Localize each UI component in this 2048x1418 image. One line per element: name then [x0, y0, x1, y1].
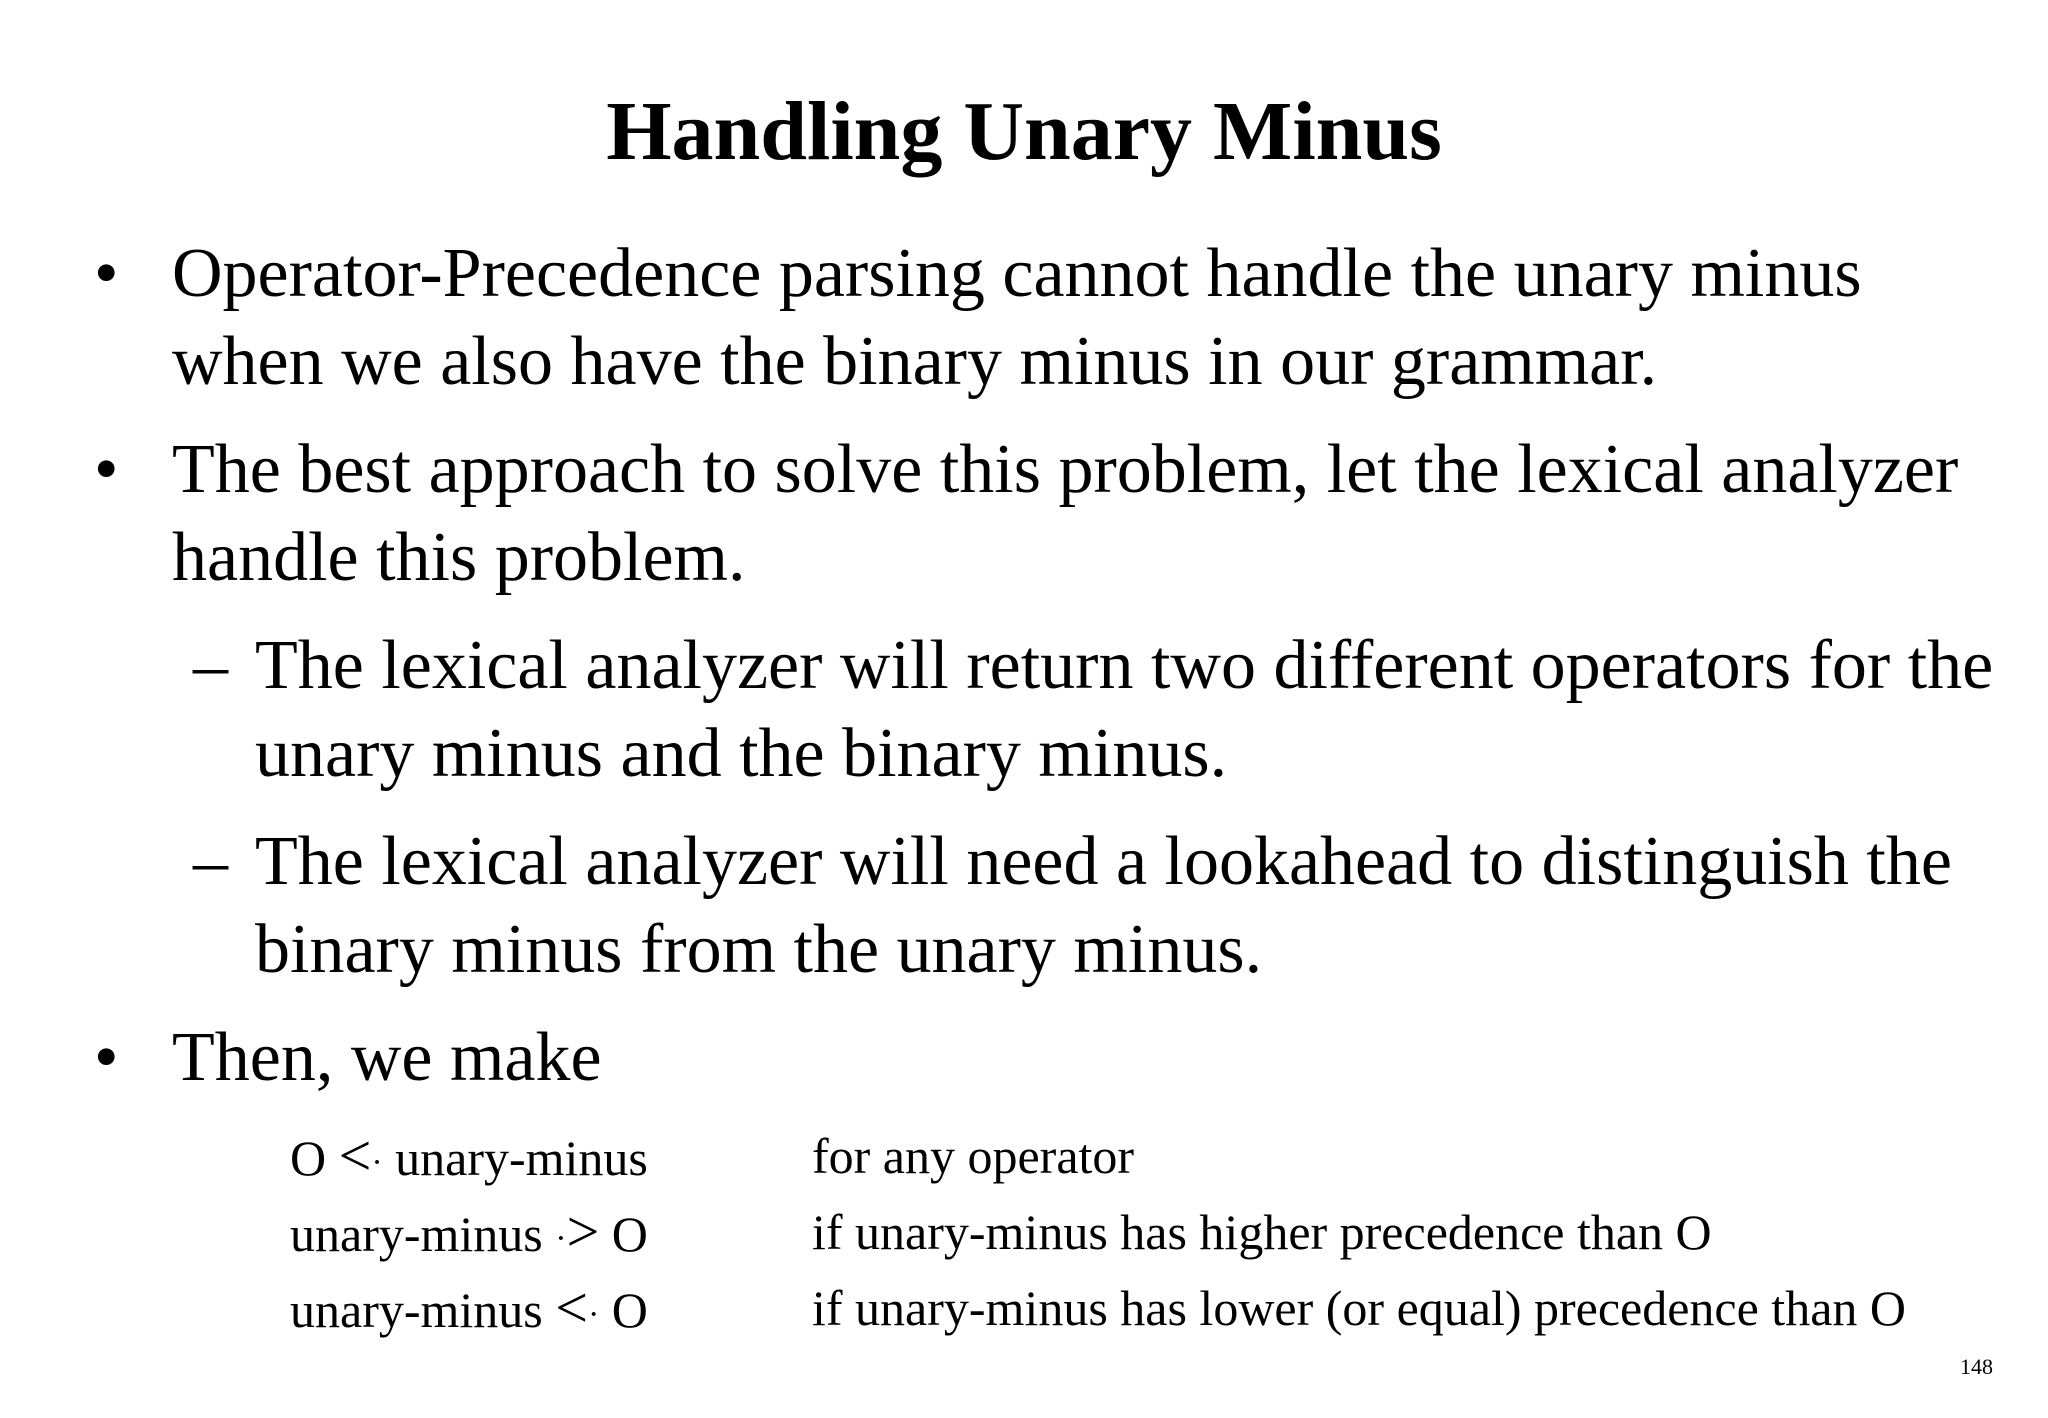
relation-row	[290, 1270, 2010, 1346]
sub-bullet-text: The lexical analyzer will need a lookahead to distinguish the binary minus from the unary minus.	[255, 823, 1952, 988]
precedence-dot: ·	[555, 1220, 567, 1257]
relation-right-operand: O	[599, 1206, 648, 1262]
page-number: 148	[1960, 1354, 1993, 1379]
bullet-marker: •	[94, 431, 119, 508]
bullet-text: Then, we make	[172, 1019, 602, 1096]
relation-description: if unary-minus has lower (or equal) precedence than O	[812, 1280, 1906, 1336]
bullet-marker: •	[94, 1019, 119, 1096]
relation-row	[290, 1194, 2010, 1270]
bullet-list	[0, 230, 2048, 1122]
precedence-dot: ·	[587, 1296, 600, 1333]
precedence-dot: ·	[371, 1144, 383, 1181]
bullet-item	[94, 1014, 2012, 1102]
bullet-item	[94, 230, 2012, 406]
dash-marker: –	[193, 823, 228, 900]
sub-bullet-text: The lexical analyzer will return two different operators for the unary minus and the binary minus.	[255, 627, 1994, 792]
relation-expression	[290, 1194, 648, 1277]
relation-expression	[290, 1118, 648, 1201]
dash-marker: –	[193, 627, 228, 704]
sub-bullet-item	[193, 622, 2015, 798]
precedence-relations	[290, 1118, 2010, 1346]
relation-row	[290, 1118, 2010, 1194]
relation-expression	[290, 1270, 648, 1353]
relation-description: for any operator	[812, 1128, 1135, 1184]
less-than-operator: <	[555, 1275, 588, 1340]
relation-description: if unary-minus has higher precedence than O	[812, 1204, 1712, 1260]
greater-than-operator: >	[566, 1199, 600, 1264]
relation-right-operand: unary-minus	[382, 1130, 648, 1186]
bullet-text: Operator-Precedence parsing cannot handle the unary minus when we also have the binary minus in our grammar.	[172, 235, 1862, 400]
relation-left-operand: unary-minus	[290, 1282, 556, 1338]
bullet-marker: •	[94, 235, 119, 312]
relation-left-operand: O	[290, 1130, 339, 1186]
relation-right-operand: O	[599, 1282, 648, 1338]
bullet-text: The best approach to solve this problem, let the lexical analyzer handle this problem.	[172, 431, 1959, 596]
slide-title: Handling Unary Minus	[606, 85, 1442, 178]
bullet-item	[94, 426, 2012, 602]
sub-bullet-item	[193, 818, 2015, 994]
relation-left-operand: unary-minus	[290, 1206, 556, 1262]
less-than-operator: <	[338, 1123, 372, 1188]
